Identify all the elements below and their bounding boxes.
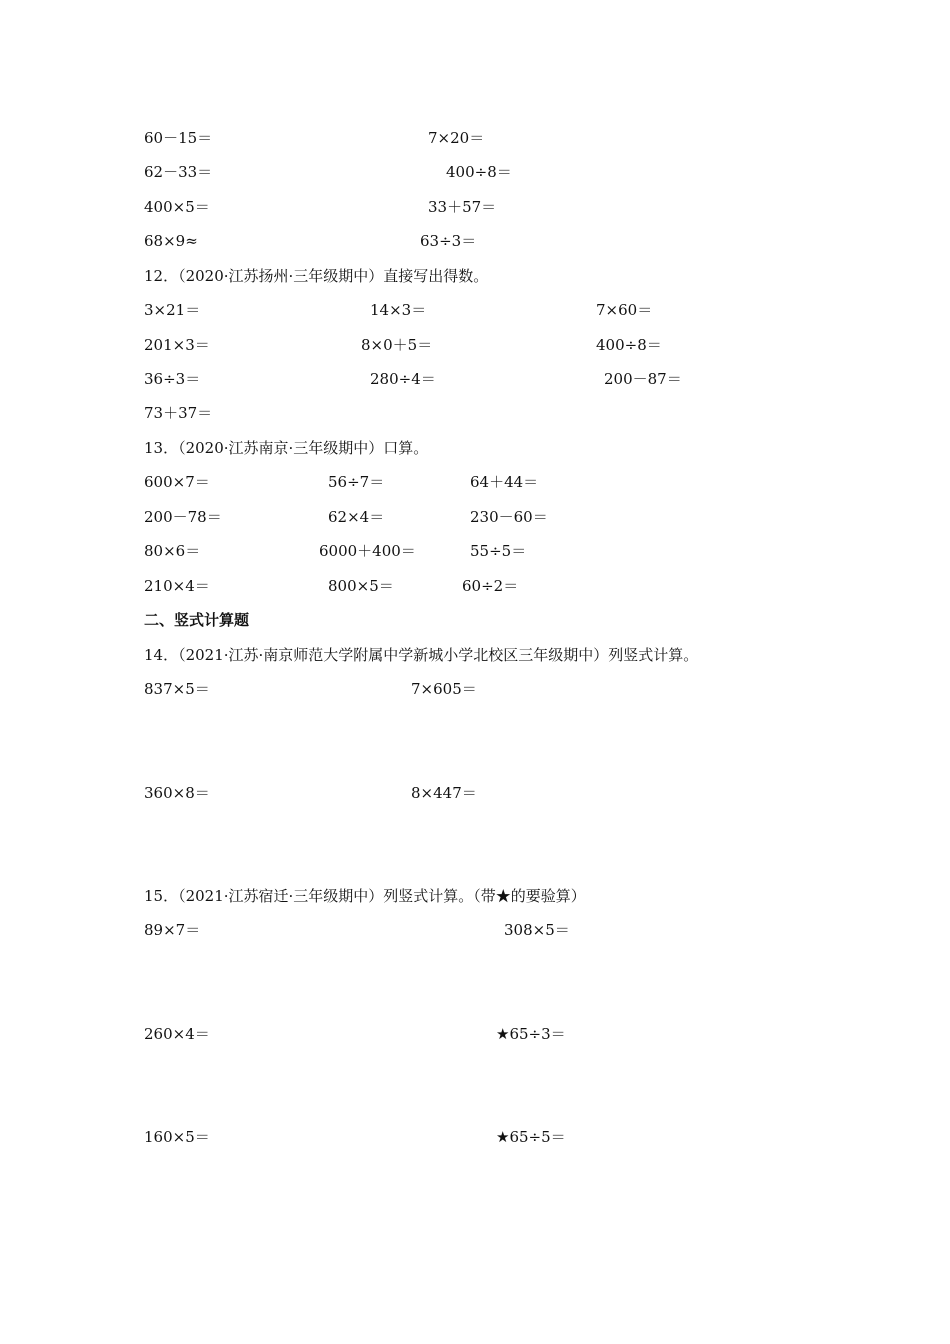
expression: 62×4＝ — [328, 508, 385, 526]
expression: 8×0＋5＝ — [361, 336, 433, 354]
expression: 33＋57＝ — [428, 198, 497, 216]
question-title: 15．（2021·江苏宿迁·三年级期中）列竖式计算。（带★的要验算） — [144, 887, 586, 905]
expression: ★65÷3＝ — [496, 1025, 566, 1043]
expression: 60÷2＝ — [462, 577, 519, 595]
expression: 400÷8＝ — [596, 336, 662, 354]
expression: 260×4＝ — [144, 1025, 210, 1043]
expression: 60－15＝ — [144, 129, 213, 147]
expression: 360×8＝ — [144, 784, 210, 802]
expression: 230－60＝ — [470, 508, 548, 526]
question-title: 12．（2020·江苏扬州·三年级期中）直接写出得数。 — [144, 267, 489, 285]
expression: 68×9≈ — [144, 232, 198, 250]
expression: 80×6＝ — [144, 542, 201, 560]
question-title: 13．（2020·江苏南京·三年级期中）口算。 — [144, 439, 429, 457]
expression: ★65÷5＝ — [496, 1128, 566, 1146]
expression: 36÷3＝ — [144, 370, 201, 388]
expression: 210×4＝ — [144, 577, 210, 595]
expression: 56÷7＝ — [328, 473, 385, 491]
expression: 63÷3＝ — [420, 232, 477, 250]
expression: 600×7＝ — [144, 473, 210, 491]
expression: 55÷5＝ — [470, 542, 527, 560]
expression: 280÷4＝ — [370, 370, 436, 388]
expression: 160×5＝ — [144, 1128, 210, 1146]
expression: 73＋37＝ — [144, 404, 213, 422]
expression: 8×447＝ — [411, 784, 477, 802]
expression: 201×3＝ — [144, 336, 210, 354]
expression: 400÷8＝ — [446, 163, 512, 181]
expression: 200－78＝ — [144, 508, 222, 526]
expression: 89×7＝ — [144, 921, 201, 939]
expression: 400×5＝ — [144, 198, 210, 216]
expression: 7×605＝ — [411, 680, 477, 698]
expression: 64＋44＝ — [470, 473, 539, 491]
expression: 7×20＝ — [428, 129, 485, 147]
expression: 800×5＝ — [328, 577, 394, 595]
expression: 308×5＝ — [504, 921, 570, 939]
expression: 3×21＝ — [144, 301, 201, 319]
section-heading: 二、竖式计算题 — [144, 611, 250, 629]
expression: 62－33＝ — [144, 163, 213, 181]
question-title: 14．（2021·江苏·南京师范大学附属中学新城小学北校区三年级期中）列竖式计算。 — [144, 646, 699, 664]
expression: 200－87＝ — [604, 370, 682, 388]
expression: 14×3＝ — [370, 301, 427, 319]
expression: 6000＋400＝ — [319, 542, 416, 560]
expression: 7×60＝ — [596, 301, 653, 319]
expression: 837×5＝ — [144, 680, 210, 698]
